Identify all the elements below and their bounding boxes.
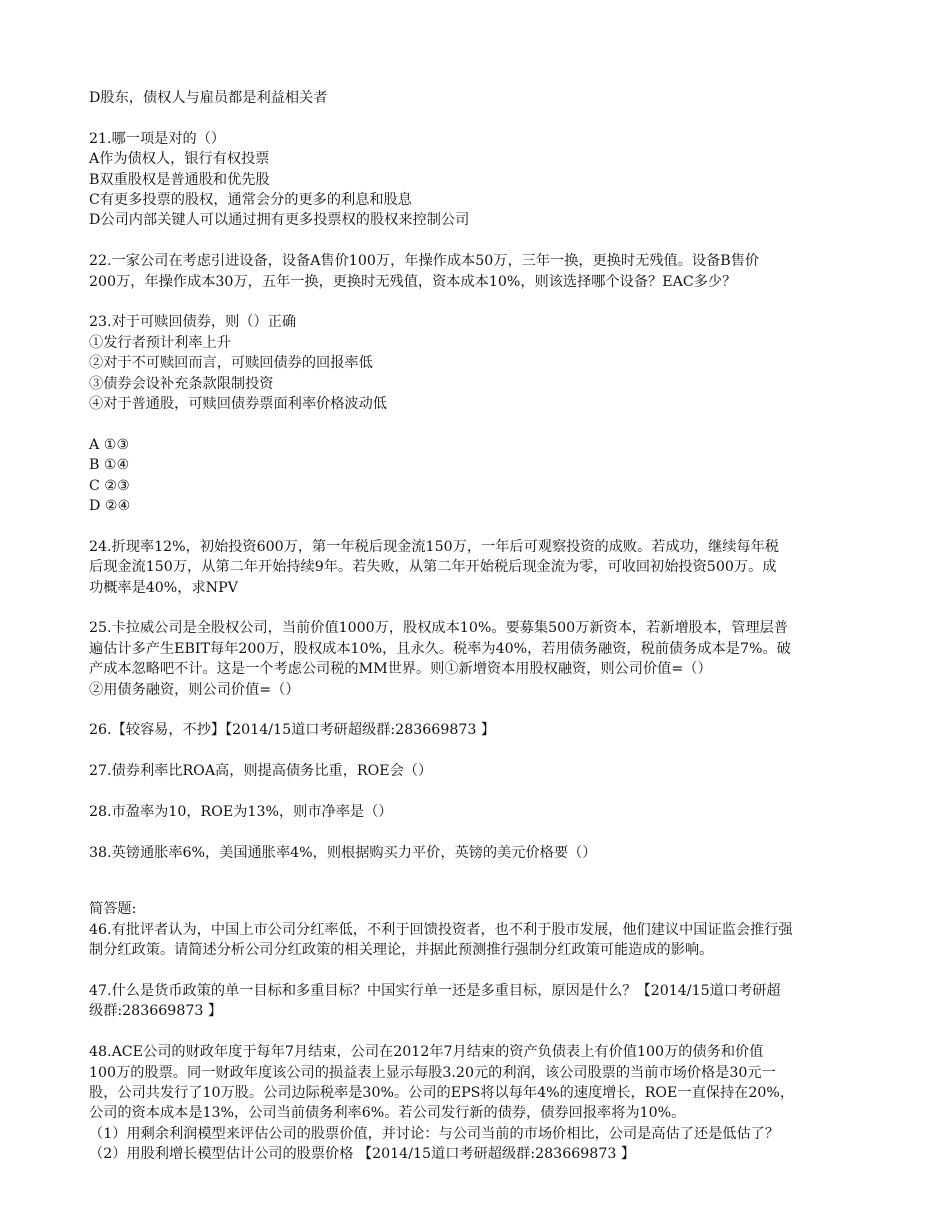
question-22-line: 22.一家公司在考虑引进设备，设备A售价100万，年操作成本50万，三年一换，更换时无残值。设备B售价: [89, 253, 760, 270]
question-24-line: 24.折现率12%，初始投资600万，第一年税后现金流150万，一年后可观察投资的成败。若成功，继续每年税: [89, 538, 779, 555]
question-23-option-c: C ②③: [89, 477, 130, 494]
question-25-line: 遍估计多产生EBIT每年200万，股权成本10%，且永久。税率为40%，若用债务融资，税前债务成本是7%。破: [89, 640, 791, 657]
short-answer-section: [89, 899, 869, 1164]
question-21-option-c: C有更多投票的股权，通常会分的更多的利息和股息: [89, 192, 412, 209]
question-23-option-d: D ②④: [89, 498, 131, 515]
question-24-line: 后现金流150万，从第二年开始持续9年。若失败，从第二年开始税后现金流为零，可收回初始投资500万。成: [89, 559, 777, 576]
question-48-line: 48.ACE公司的财政年度于每年7月结束，公司在2012年7月结束的资产负债表上有价值100万的债务和价值: [89, 1044, 764, 1061]
question-46-line: 46.有批评者认为，中国上市公司分红率低，不利于回馈投资者，也不利于股市发展，他们建议中国证监会推行强: [89, 921, 793, 938]
question-48-subquestion-2: （2）用股利增长模型估计公司的股票价格 【2014/15道口考研超级群:283669873 】: [89, 1146, 636, 1163]
question-23-statement: ①发行者预计利率上升: [89, 334, 231, 351]
question-48-line: 100万的股票。同一财政年度该公司的损益表上显示每股3.20元的利润，该公司股票的当前市场价格是30元一: [89, 1064, 776, 1081]
question-24-line: 功概率是40%，求NPV: [89, 579, 238, 596]
question-24: [89, 537, 869, 598]
question-22-line: 200万，年操作成本30万，五年一换，更换时无残值，资本成本10%，则该选择哪个设备？EAC多少？: [89, 273, 737, 290]
question-26: 26.【较容易，不抄】【2014/15道口考研超级群:283669873 】: [89, 722, 496, 739]
question-38: 38.英镑通胀率6%，美国通胀率4%，则根据购买力平价，英镑的美元价格要（）: [89, 844, 597, 861]
question-25-line: 25.卡拉威公司是全股权公司，当前价值1000万，股权成本10%。要募集500万新资本，若新增股本，管理层普: [89, 620, 788, 637]
question-48-subquestion-1: （1）用剩余利润模型来评估公司的股票价值，并讨论：与公司当前的市场价相比，公司是高估了还是低估了？: [89, 1125, 780, 1142]
question-21-option-d: D公司内部关键人可以通过拥有更多投票权的股权来控制公司: [89, 212, 470, 229]
document-page: [89, 88, 869, 1165]
question-21: [89, 129, 869, 231]
question-47-line: 级群:283669873 】: [89, 1003, 223, 1020]
question-47-line: 47.什么是货币政策的单一目标和多重目标？中国实行单一还是多重目标，原因是什么？【2014/15道口考研超: [89, 982, 781, 999]
question-21-stem: 21.哪一项是对的（）: [89, 130, 226, 147]
question-28: 28.市盈率为10，ROE为13%，则市净率是（）: [89, 804, 393, 821]
question-23-option-b: B ①④: [89, 457, 130, 474]
question-23-statement: ④对于普通股，可赎回债券票面利率价格波动低: [89, 396, 387, 413]
question-25-line: ②用债务融资，则公司价值=（）: [89, 681, 300, 698]
question-47: [89, 981, 869, 1022]
question-22: [89, 251, 869, 292]
question-23-statement: ③债券会设补充条款限制投资: [89, 375, 274, 392]
short-answer-heading: 简答题:: [89, 901, 137, 918]
question-23-option-a: A ①③: [89, 436, 130, 453]
question-25-line: 产成本忽略吧不计。这是一个考虑公司税的MM世界。则①新增资本用股权融资，则公司价值=（）: [89, 661, 712, 678]
question-23: [89, 312, 869, 516]
question-23-stem: 23.对于可赎回债券，则（）正确: [89, 314, 297, 331]
question-21-option-b: B双重股权是普通股和优先股: [89, 171, 270, 188]
question-27: 27.债券利率比ROA高，则提高债务比重，ROE会（）: [89, 763, 433, 780]
question-25: [89, 618, 869, 700]
question-48: [89, 1042, 869, 1164]
question-48-line: 股，公司共发行了10万股。公司边际税率是30%。公司的EPS将以每年4%的速度增长，ROE一直保持在20%，: [89, 1084, 795, 1101]
question-23-statement: ②对于不可赎回而言，可赎回债券的回报率低: [89, 355, 373, 372]
question-48-line: 公司的资本成本是13%，公司当前债务利率6%。若公司发行新的债券，债券回报率将为10%。: [89, 1105, 686, 1122]
question-46: [89, 920, 869, 961]
question-46-line: 制分红政策。请简述分析公司分红政策的相关理论，并据此预测推行强制分红政策可能造成的影响。: [89, 942, 714, 959]
question-21-option-a: A作为债权人，银行有权投票: [89, 151, 270, 168]
q20-option-d: D股东，债权人与雇员都是利益相关者: [89, 90, 328, 106]
